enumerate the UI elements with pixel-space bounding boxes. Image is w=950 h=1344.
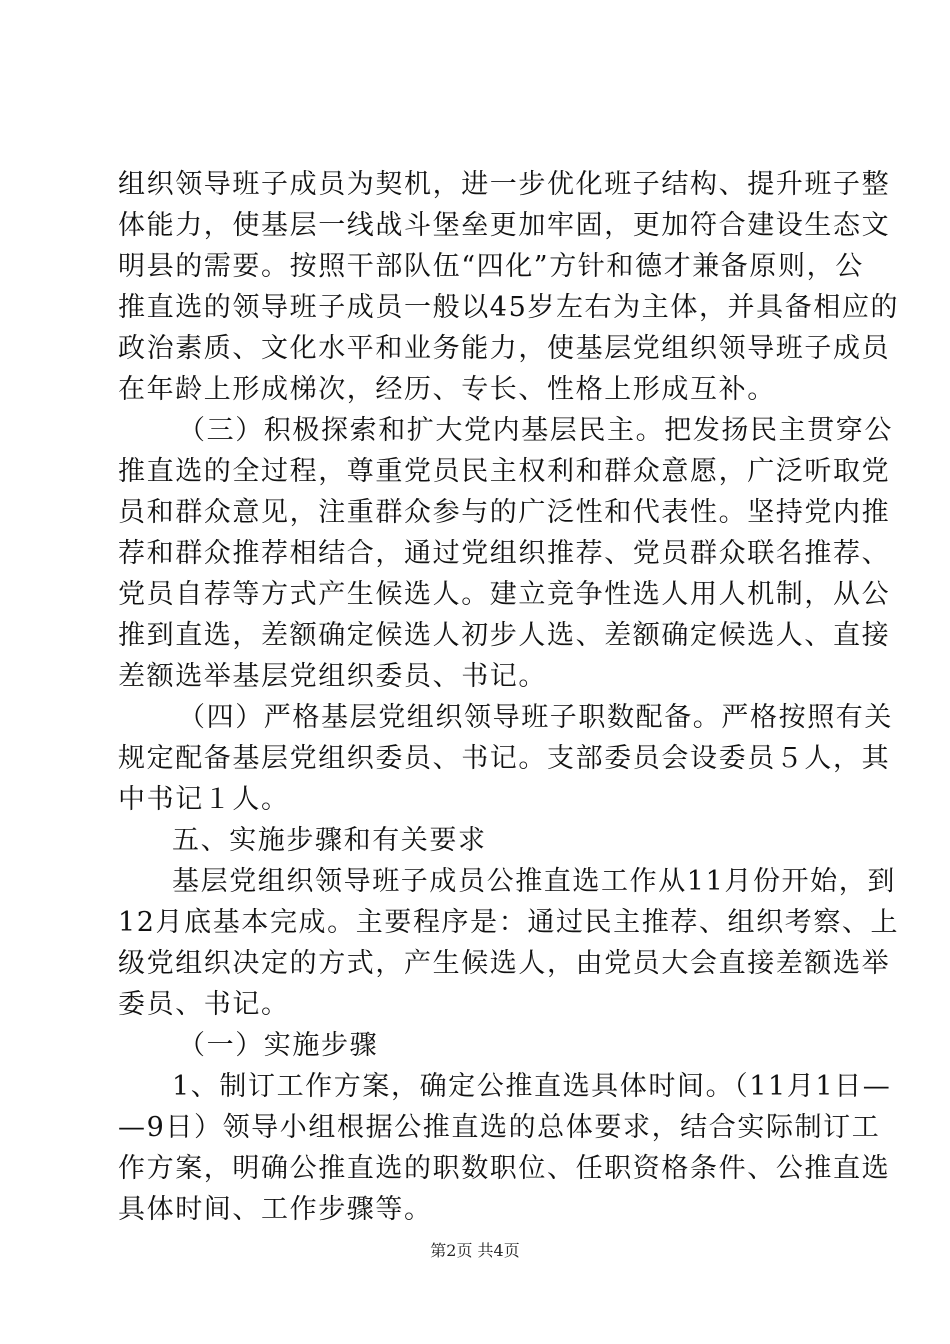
text-line: （四）严格基层党组织领导班子职数配备。严格按照有关 — [178, 702, 893, 733]
text-line: 委员、书记。 — [118, 989, 290, 1020]
text-line: 明县的需要。按照干部队伍“四化”方针和德才兼备原则，公 — [118, 251, 864, 282]
text-line: 具体时间、工作步骤等。 — [118, 1194, 433, 1225]
page-number: 第2页 共4页 — [430, 1241, 520, 1260]
text-line: 组织领导班子成员为契机，进一步优化班子结构、提升班子整 — [118, 169, 891, 200]
text-line: 基层党组织领导班子成员公推直选工作从11月份开始，到 — [172, 866, 896, 897]
subsection-heading: （一）实施步骤 — [178, 1030, 379, 1061]
text-line: 推直选的领导班子成员一般以45岁左右为主体，并具备相应的 — [118, 292, 900, 323]
page-footer — [0, 1238, 950, 1261]
text-line: 员和群众意见，注重群众参与的广泛性和代表性。坚持党内推 — [118, 497, 891, 528]
text-line: 推直选的全过程，尊重党员民主权利和群众意愿，广泛听取党 — [118, 456, 891, 487]
text-line: 1、制订工作方案，确定公推直选具体时间。（11月1日— — [172, 1071, 892, 1102]
text-line: 党员自荐等方式产生候选人。建立竞争性选人用人机制，从公 — [118, 579, 891, 610]
text-line: 规定配备基层党组织委员、书记。支部委员会设委员５人，其 — [118, 743, 891, 774]
text-line: 作方案，明确公推直选的职数职位、任职资格条件、公推直选 — [118, 1153, 891, 1184]
text-line: 中书记１人。 — [118, 784, 290, 815]
text-line: 荐和群众推荐相结合，通过党组织推荐、党员群众联名推荐、 — [118, 538, 891, 569]
text-line: 级党组织决定的方式，产生候选人，由党员大会直接差额选举 — [118, 948, 891, 979]
text-line: 体能力，使基层一线战斗堡垒更加牢固，更加符合建设生态文 — [118, 210, 891, 241]
text-line: 在年龄上形成梯次，经历、专长、性格上形成互补。 — [118, 374, 776, 405]
text-line: 12月底基本完成。主要程序是：通过民主推荐、组织考察、上 — [118, 907, 900, 938]
text-line: —9日）领导小组根据公推直选的总体要求，结合实际制订工 — [118, 1112, 881, 1143]
text-line: 推到直选，差额确定候选人初步人选、差额确定候选人、直接 — [118, 620, 891, 651]
section-heading: 五、实施步骤和有关要求 — [172, 825, 487, 856]
text-line: （三）积极探索和扩大党内基层民主。把发扬民主贯穿公 — [178, 415, 893, 446]
text-line: 政治素质、文化水平和业务能力，使基层党组织领导班子成员 — [118, 333, 891, 364]
text-line: 差额选举基层党组织委员、书记。 — [118, 661, 547, 692]
